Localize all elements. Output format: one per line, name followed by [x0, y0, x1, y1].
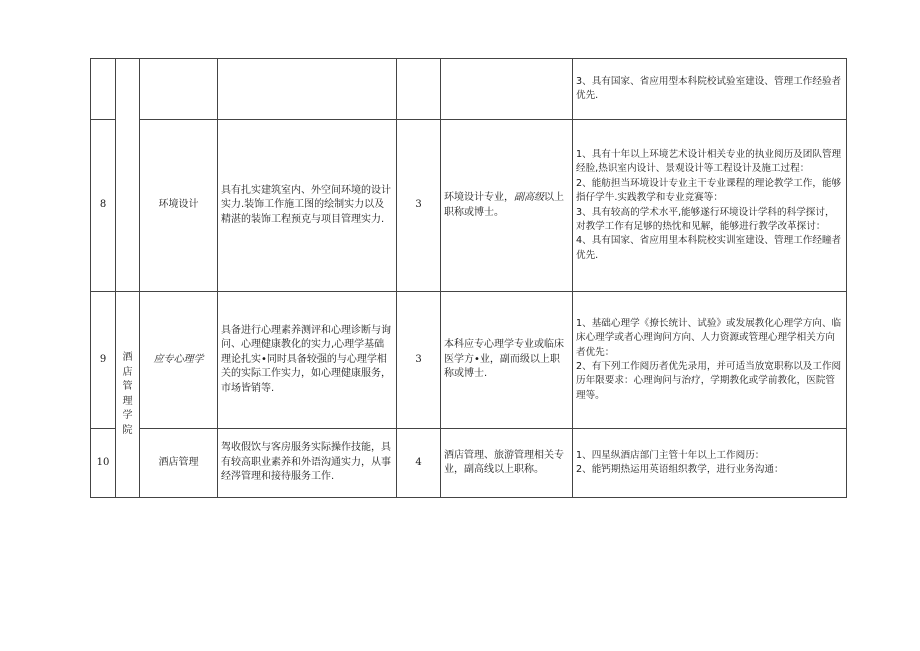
education-cell: 酒店管理、旅游管理相关专业，副高线以上职称。 — [441, 429, 573, 498]
table-row — [91, 429, 847, 498]
table-row — [91, 292, 847, 429]
row-number: 10 — [91, 429, 116, 498]
conditions-cell — [573, 292, 847, 429]
major-cell — [140, 59, 218, 120]
row-number: 9 — [91, 292, 116, 429]
education-text-italic: 副高级 — [514, 192, 544, 203]
education-cell — [441, 120, 573, 292]
college-cell: 酒店管理学院 — [116, 292, 140, 498]
count-cell — [397, 59, 441, 120]
condition-line: 4、具有国家、省应用里本科院校实训室建设、管理工作经瞳者优先. — [576, 235, 842, 261]
education-cell: 本科应专心理学专业或临床医学方•业，副而级以上职称或博士. — [441, 292, 573, 429]
row-number: 8 — [91, 120, 116, 292]
conditions-cell — [573, 120, 847, 292]
education-text: 以上职称或博士。 — [444, 192, 564, 218]
college-cell-empty — [116, 59, 140, 292]
count-cell: 4 — [397, 429, 441, 498]
requirement-cell — [218, 59, 397, 120]
conditions-cell — [573, 59, 847, 120]
recruitment-table — [90, 58, 847, 498]
major-cell: 酒店管理 — [140, 429, 218, 498]
condition-line: 1、具有十年以上环境艺术设计相关专业的执业阅历及团队管理经脸,热识室内设计、景观设计等工程设计及施工过程： — [576, 148, 842, 175]
major-cell: 环境设计 — [140, 120, 218, 292]
count-cell: 3 — [397, 292, 441, 429]
condition-line: 3、具有较高的学术水平,能够遂行环境设计学科的科学探讨，对教学工作有足够的热忱和见解，能够进行教学改革探讨： — [576, 206, 835, 232]
condition-line: 2、能舫担当环境设计专业主干专业课程的理论教学工作，能够指仔学牛.实践教学和专业竞赛等： — [576, 177, 842, 204]
table-row — [91, 120, 847, 292]
education-text: 环境设计专业， — [444, 192, 514, 203]
major-cell: 应专心理学 — [140, 292, 218, 429]
requirement-cell: 驾收假饮与客房服务实际操作技能，具有较高职业素养和外语沟通实力，从事经涔管理和接待服务工作. — [218, 429, 397, 498]
table-row — [91, 59, 847, 120]
requirement-cell: 具备进行心理素养测评和心理诊断与询问、心理健康教化的实力,心理学基础理论扎实•同时具备较强的与心理学相关的实际工作实力，如心理健康服务，市场皆销等. — [218, 292, 397, 429]
requirement-cell: 具有扎实建筑室内、外空间环境的设计实力.装饰工作施工图的绘制实力以及精湛的装饰工程预克与项目管理实力. — [218, 120, 397, 292]
condition-line: 2、有下列工作阅历者优先录用，并可适当放宽职称以及工作阅历年限要求：心理询问与治疗，学期教化或学前教化，医院管理等。 — [576, 361, 842, 401]
condition-line: 2、能钙期热运用英语组织教学，进行业务沟通： — [576, 464, 784, 475]
condition-line: 1、四星纵酒店部门主管十年以上工作阅历： — [576, 449, 765, 461]
condition-line: 1、基础心理学《撩长统计、试验》或发展教化心理学方向、临床心理学或者心理询问方向、人力资源或管理心理学相关方向者优先： — [576, 317, 842, 358]
row-number — [91, 59, 116, 120]
count-cell: 3 — [397, 120, 441, 292]
condition-line: 3、具有国家、省应用型本科院校试验室建设、管理工作经验者优先. — [576, 75, 842, 101]
education-cell — [441, 59, 573, 120]
conditions-cell — [573, 429, 847, 498]
